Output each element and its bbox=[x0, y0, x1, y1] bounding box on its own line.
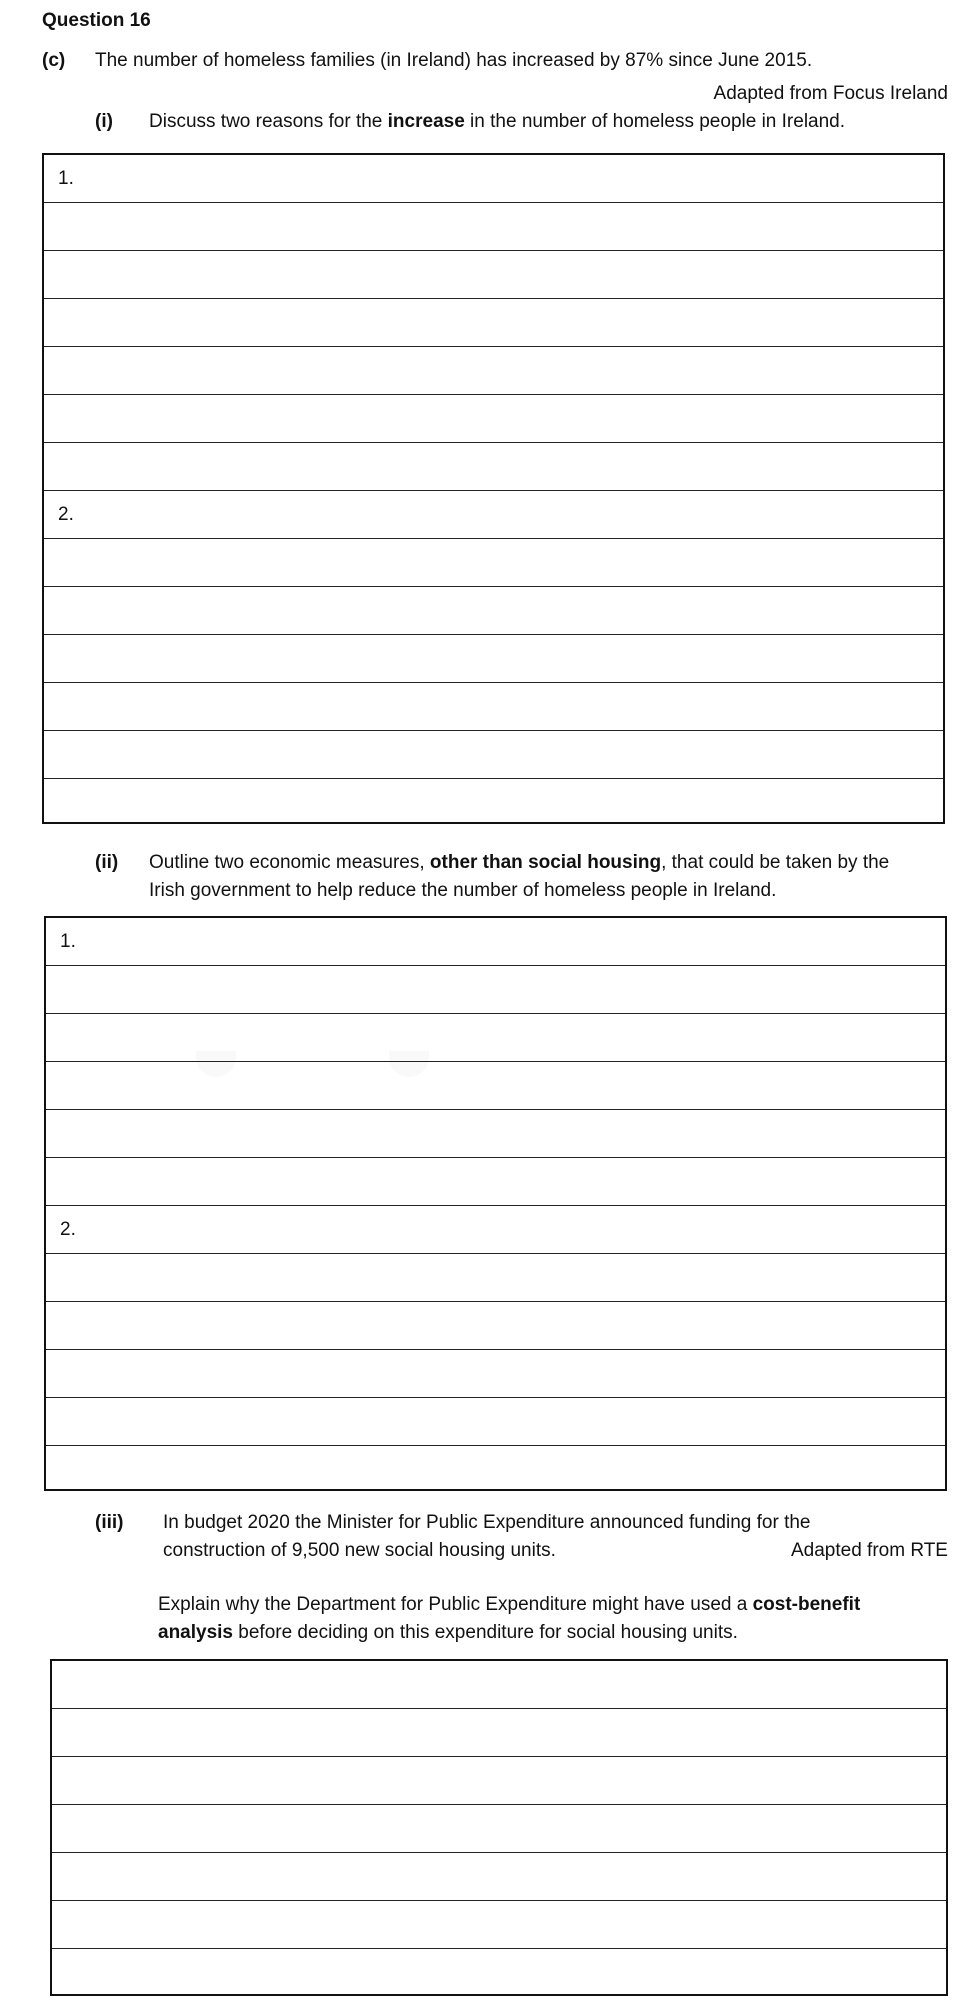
part-iii-text-line1: In budget 2020 the Minister for Public Expenditure announced funding for the bbox=[163, 1512, 811, 1533]
answer-box-ii[interactable] bbox=[44, 916, 947, 1491]
part-ii-label: (ii) bbox=[95, 852, 119, 873]
answer-line[interactable] bbox=[46, 1302, 945, 1350]
answer-number-1: 1. bbox=[60, 931, 76, 952]
answer-line[interactable] bbox=[44, 395, 943, 443]
answer-line[interactable] bbox=[44, 251, 943, 299]
answer-line[interactable] bbox=[44, 635, 943, 683]
part-iii-emphasis-1: cost-benefit bbox=[752, 1594, 861, 1615]
part-c-text: The number of homeless families (in Ireland) has increased by 87% since June 2015. bbox=[95, 50, 813, 71]
part-iii-emphasis-2: analysis bbox=[158, 1622, 233, 1643]
part-iii-source: Adapted from RTE bbox=[790, 1540, 948, 1561]
answer-line[interactable] bbox=[52, 1757, 946, 1805]
part-i-label: (i) bbox=[95, 111, 113, 132]
answer-line[interactable] bbox=[46, 1110, 945, 1158]
answer-line[interactable] bbox=[46, 1158, 945, 1206]
answer-line[interactable] bbox=[46, 966, 945, 1014]
answer-box-i[interactable] bbox=[42, 153, 945, 824]
part-iii-text-line2: construction of 9,500 new social housing units. bbox=[163, 1540, 556, 1561]
answer-line[interactable] bbox=[44, 731, 943, 779]
part-c-source: Adapted from Focus Ireland bbox=[713, 83, 948, 104]
answer-line[interactable] bbox=[52, 1949, 946, 1997]
part-iii-question-line2: analysis before deciding on this expenditure for social housing units. bbox=[158, 1622, 738, 1643]
answer-line[interactable] bbox=[44, 683, 943, 731]
answer-line[interactable] bbox=[46, 1398, 945, 1446]
answer-line[interactable] bbox=[46, 1062, 945, 1110]
answer-line[interactable] bbox=[52, 1901, 946, 1949]
part-ii-question-line2: Irish government to help reduce the number of homeless people in Ireland. bbox=[149, 880, 777, 901]
answer-line[interactable] bbox=[46, 1254, 945, 1302]
answer-line[interactable] bbox=[44, 491, 943, 539]
part-ii-question-line1: Outline two economic measures, other than social housing, that could be taken by the bbox=[149, 852, 890, 873]
answer-line[interactable] bbox=[44, 779, 943, 827]
answer-line[interactable] bbox=[44, 299, 943, 347]
answer-line[interactable] bbox=[52, 1853, 946, 1901]
answer-line[interactable] bbox=[46, 1350, 945, 1398]
answer-line[interactable] bbox=[44, 203, 943, 251]
answer-line[interactable] bbox=[44, 587, 943, 635]
answer-line[interactable] bbox=[46, 1206, 945, 1254]
answer-number-1: 1. bbox=[58, 168, 74, 189]
answer-line[interactable] bbox=[44, 539, 943, 587]
answer-line[interactable] bbox=[44, 155, 943, 203]
question-title: Question 16 bbox=[42, 10, 151, 31]
answer-line[interactable] bbox=[44, 347, 943, 395]
part-i-emphasis: increase bbox=[387, 111, 465, 132]
answer-number-2: 2. bbox=[58, 504, 74, 525]
answer-line[interactable] bbox=[52, 1805, 946, 1853]
answer-line[interactable] bbox=[52, 1709, 946, 1757]
answer-box-iii[interactable] bbox=[50, 1659, 948, 1996]
answer-line[interactable] bbox=[46, 1014, 945, 1062]
answer-line[interactable] bbox=[52, 1661, 946, 1709]
part-c-label: (c) bbox=[42, 50, 66, 71]
answer-line[interactable] bbox=[46, 1446, 945, 1494]
part-iii-question-line1: Explain why the Department for Public Expenditure might have used a cost-benefit bbox=[158, 1594, 861, 1615]
part-iii-label: (iii) bbox=[95, 1512, 124, 1533]
part-i-question: Discuss two reasons for the increase in the number of homeless people in Ireland. bbox=[149, 111, 846, 132]
answer-number-2: 2. bbox=[60, 1219, 76, 1240]
answer-line[interactable] bbox=[44, 443, 943, 491]
answer-line[interactable] bbox=[46, 918, 945, 966]
part-ii-emphasis: other than social housing bbox=[429, 852, 662, 873]
